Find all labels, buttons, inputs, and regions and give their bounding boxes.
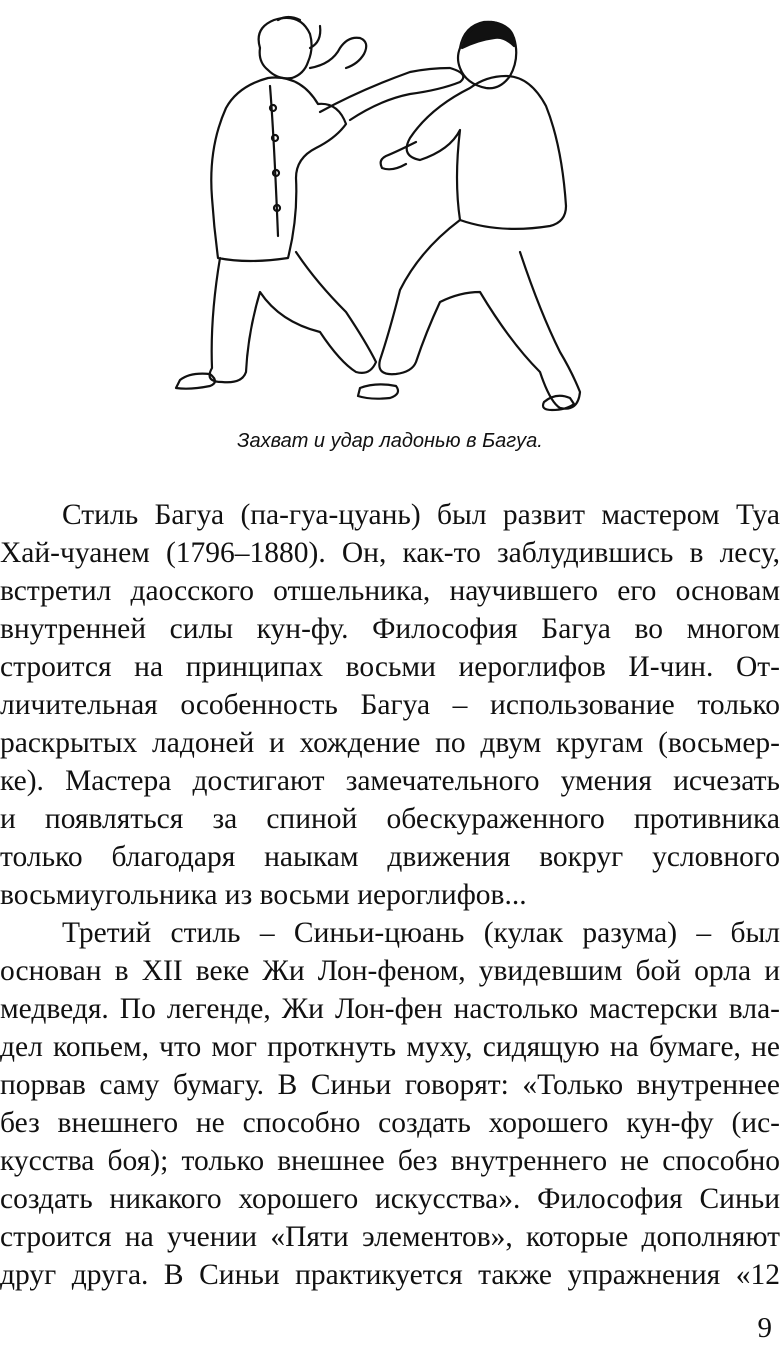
text-line: кусства боя); только внешнее без внутреннего не способно [0,1145,780,1177]
text-line: встретил даосского отшельника, научившего его основам [0,575,780,607]
text-line: внутренней силы кун-фу. Философия Багуа во многом [0,613,780,645]
text-line: дел копьем, что мог проткнуть муху, сидящую на бумаге, не [0,1031,780,1063]
page-number: 9 [757,1312,772,1344]
text-line: строится на принципах восьми иероглифов И-чин. От- [0,651,780,683]
text-line: личительная особенность Багуа – использование только [0,689,780,721]
left-fighter-figure [176,17,463,399]
text-line: только благодаря наыкам движения вокруг условного [0,841,780,873]
text-line: порвав саму бумагу. В Синьи говорят: «Только внутреннее [0,1069,780,1101]
text-line: и появляться за спиной обескураженного противника [0,803,780,835]
text-line: Хай-чуанем (1796–1880). Он, как-то заблудившись в лесу, [0,537,780,569]
text-line: медведя. По легенде, Жи Лон-фен настолько мастерски вла- [0,993,780,1025]
martial-arts-illustration [160,8,620,428]
text-line: основан в XII веке Жи Лон-феном, увидевшим бой орла и [0,955,780,987]
text-line: друг друга. В Синьи практикуется также упражнения «12 [0,1259,780,1291]
text-line: раскрытых ладоней и хождение по двум кругам (восьмер- [0,727,780,759]
text-line: Стиль Багуа (па-гуа-цуань) был развит мастером Туа [62,499,780,531]
text-line: ке). Мастера достигают замечательного умения исчезать [0,765,780,797]
figure-caption: Захват и удар ладонью в Багуа. [237,430,543,452]
text-line: восьмиугольника из восьми иероглифов... [0,879,527,911]
text-line: без внешнего не способно создать хорошего кун-фу (ис- [0,1107,780,1139]
text-line: Третий стиль – Синьи-цюань (кулак разума) – был [62,917,780,949]
right-fighter-figure [379,22,580,410]
text-line: строится на учении «Пяти элементов», которые дополняют [0,1221,780,1253]
text-line: создать никакого хорошего искусства». Философия Синьи [0,1183,780,1215]
